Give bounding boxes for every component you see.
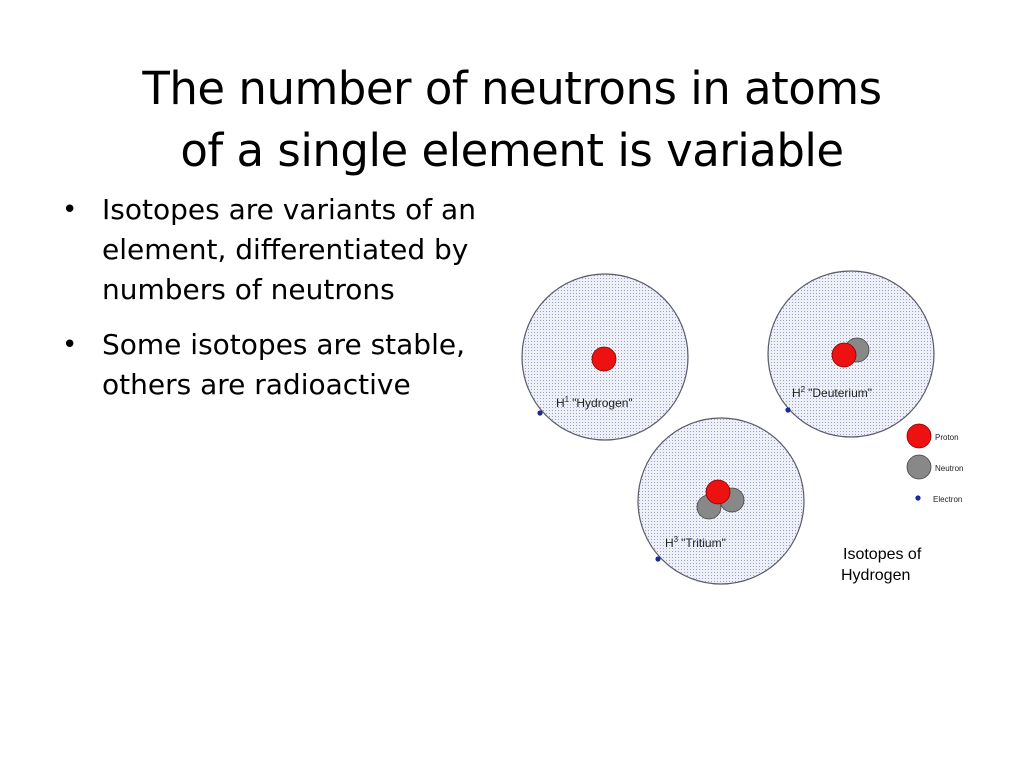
bullet-text: Isotopes are variants of an element, differentiated by numbers of neutrons <box>102 193 476 306</box>
tritium-label: $H^3$ "Tritium" <box>665 535 726 550</box>
legend-neutron-label: Neutron <box>935 464 964 473</box>
legend-proton-label: Proton <box>935 433 959 442</box>
tritium-atom <box>638 418 804 584</box>
bullet-dot-icon: • <box>62 195 78 225</box>
slide-title <box>40 58 984 182</box>
hydrogen-electron <box>537 410 542 415</box>
deuterium-electron <box>785 407 790 412</box>
legend-neutron-icon <box>907 455 931 479</box>
slide-title-line-2: of a single element is variable <box>180 124 844 178</box>
isotopes-diagram-svg <box>510 260 980 600</box>
caption-line-1: Isotopes of <box>843 546 922 563</box>
bullet-dot-icon: • <box>62 330 78 360</box>
deuterium-label: $H^2$ "Deuterium" <box>792 385 872 400</box>
legend-proton-icon <box>907 424 931 448</box>
bullet-text: Some isotopes are stable, others are radioactive <box>102 328 465 401</box>
legend <box>907 424 963 504</box>
deuterium-proton <box>832 343 856 367</box>
bullet-item <box>60 325 500 405</box>
caption-line-2: Hydrogen <box>841 567 911 584</box>
hydrogen-proton <box>592 347 616 371</box>
hydrogen-atom <box>522 274 688 440</box>
deuterium-atom <box>768 271 934 437</box>
legend-electron-label: Electron <box>933 495 963 504</box>
tritium-proton <box>706 480 730 504</box>
bullet-item <box>60 190 500 310</box>
isotopes-diagram <box>510 260 980 600</box>
tritium-electron <box>655 556 660 561</box>
diagram-caption <box>841 546 922 584</box>
slide-title-line-1: The number of neutrons in atoms <box>142 62 882 116</box>
hydrogen-label: $H^1$ "Hydrogen" <box>556 395 633 410</box>
legend-electron-icon <box>915 495 920 500</box>
bullet-list <box>60 190 500 420</box>
